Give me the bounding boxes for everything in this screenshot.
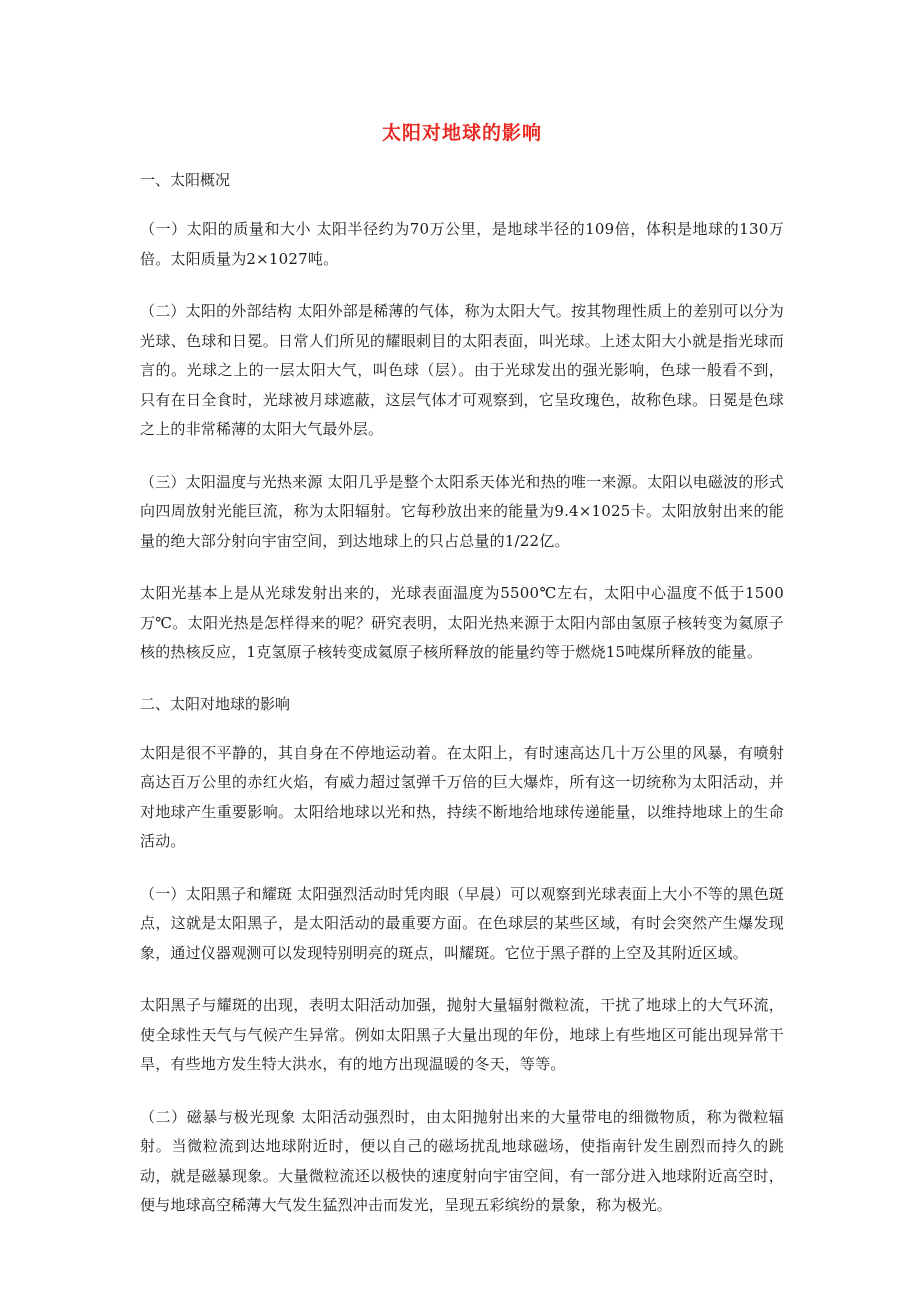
paragraph: 太阳黑子与耀斑的出现，表明太阳活动加强，抛射大量辐射微粒流，干扰了地球上的大气环流，使全球性天气与气候产生异常。例如太阳黑子大量出现的年份，地球上有些地区可能出现异常干旱，有些地方发生特大洪水，有的地方出现温暖的冬天，等等。 xyxy=(140,996,784,1073)
section-heading: 二、太阳对地球的影响 xyxy=(140,694,291,713)
paragraph: （一）太阳的质量和大小 太阳半径约为70万公里，是地球半径的109倍，体积是地球的130万倍。太阳质量为2×1027吨。 xyxy=(140,220,784,268)
paragraph: （二）磁暴与极光现象 太阳活动强烈时，由太阳抛射出来的大量带电的细微物质，称为微粒辐射。当微粒流到达地球附近时，便以自己的磁场扰乱地球磁场，使指南针发生剧烈而持久的跳动，就是磁暴现象。大量微粒流还以极快的速度射向宇宙空间，有一部分进入地球附近高空时，便与地球高空稀薄大气发生猛烈冲击而发光，呈现五彩缤纷的景象，称为极光。 xyxy=(140,1107,784,1214)
paragraph: （二）太阳的外部结构 太阳外部是稀薄的气体，称为太阳大气。按其物理性质上的差别可以分为光球、色球和日冕。日常人们所见的耀眼刺目的太阳表面，叫光球。上述太阳大小就是指光球而言的。光球之上的一层太阳大气，叫色球（层）。由于光球发出的强光影响，色球一般看不到，只有在日全食时，光球被月球遮蔽，这层气体才可观察到，它呈玫瑰色，故称色球。日冕是色球之上的非常稀薄的太阳大气最外层。 xyxy=(140,302,784,438)
paragraph: 太阳是很不平静的，其自身在不停地运动着。在太阳上，有时速高达几十万公里的风暴，有喷射高达百万公里的赤红火焰，有威力超过氢弹千万倍的巨大爆炸，所有这一切统称为太阳活动，并对地球产生重要影响。太阳给地球以光和热，持续不断地给地球传递能量，以维持地球上的生命活动。 xyxy=(140,743,784,850)
paragraph: （三）太阳温度与光热来源 太阳几乎是整个太阳系天体光和热的唯一来源。太阳以电磁波的形式向四周放射光能巨流，称为太阳辐射。它每秒放出来的能量为9.4×1025卡。太阳放射出来的能量的绝大部分射向宇宙空间，到达地球上的只占总量的1/22亿。 xyxy=(140,472,784,550)
paragraph: （一）太阳黑子和耀斑 太阳强烈活动时凭肉眼（早晨）可以观察到光球表面上大小不等的黑色斑点，这就是太阳黑子，是太阳活动的最重要方面。在色球层的某些区域，有时会突然产生爆发现象，通过仪器观测可以发现特别明亮的斑点，叫耀斑。它位于黑子群的上空及其附近区域。 xyxy=(140,884,784,962)
paragraph: 太阳光基本上是从光球发射出来的，光球表面温度为5500℃左右，太阳中心温度不低于1500万℃。太阳光热是怎样得来的呢？研究表明，太阳光热来源于太阳内部由氢原子核转变为氦原子核的热核反应，1克氢原子核转变成氦原子核所释放的能量约等于燃烧15吨煤所释放的能量。 xyxy=(140,584,784,661)
document-title: 太阳对地球的影响 xyxy=(381,122,542,144)
document-page xyxy=(140,118,784,1244)
section-heading: 一、太阳概况 xyxy=(140,171,231,189)
